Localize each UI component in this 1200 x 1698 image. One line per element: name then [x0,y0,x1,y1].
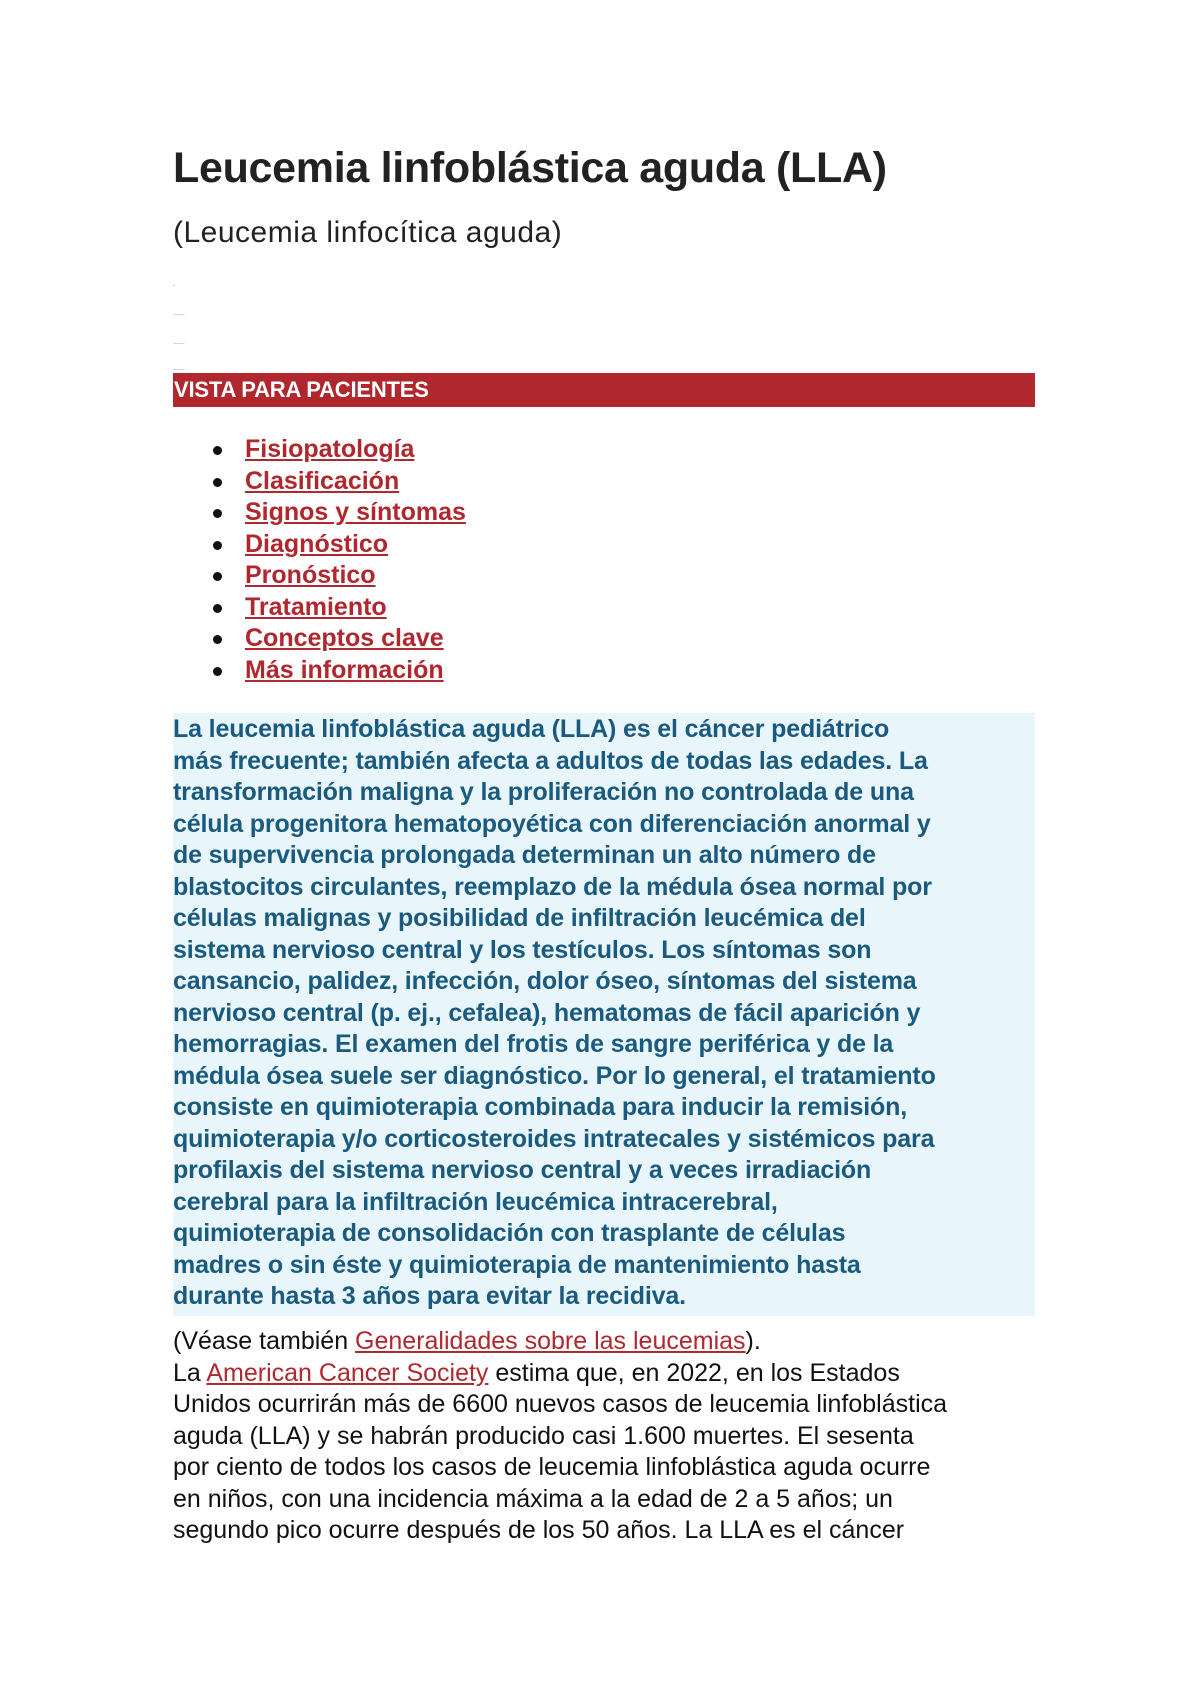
tiny-text-1: . [173,282,175,288]
paragraph-line: aguda (LLA) y se habrán producido casi 1.600 muertes. El sesenta [173,1421,914,1450]
summary-line: cansancio, palidez, infección, dolor óseo, síntomas del sistema [173,967,917,995]
toc-item [213,623,466,655]
paragraph-line: por ciento de todos los casos de leucemia linfoblástica aguda ocurre [173,1453,931,1481]
summary-line: médula ósea suele ser diagnóstico. Por lo general, el tratamiento [173,1061,936,1090]
acs-link[interactable]: American Cancer Society [206,1358,489,1387]
summary-line: nervioso central (p. ej., cefalea), hematomas de fácil aparición y [173,998,921,1027]
toc-item [213,592,466,624]
summary-line: hemorragias. El examen del frotis de sangre periférica y de la [173,1030,894,1058]
bullet-icon [213,478,222,487]
paragraph-prefix: La [173,1358,207,1387]
toc-link-diagnostico[interactable]: Diagnóstico [245,529,389,558]
bullet-icon [213,667,222,676]
summary-line: madres o sin éste y quimioterapia de mantenimiento hasta [173,1250,861,1279]
toc-link-clasificacion[interactable]: Clasificación [245,466,400,495]
toc-link-fisiopatologia[interactable]: Fisiopatología [245,435,415,463]
toc-item [213,466,466,498]
summary-line: célula progenitora hematopoyética con diferenciación anormal y [173,809,931,838]
see-also-link[interactable]: Generalidades sobre las leucemias [355,1327,746,1355]
bullet-icon [213,604,222,613]
paragraph-line1-suffix: estima que, en 2022, en los Estados [488,1358,900,1387]
summary-line: profilaxis del sistema nervioso central y a veces irradiación [173,1156,872,1184]
bullet-icon [213,572,222,581]
summary-line: transformación maligna y la proliferación no controlada de una [173,778,914,806]
toc-item [213,560,466,592]
summary-line: sistema nervioso central y los testículos. Los síntomas son [173,935,872,964]
paragraph-line [173,1358,1053,1390]
tiny-link-1[interactable]: …… [173,311,185,317]
summary-line: quimioterapia de consolidación con trasplante de células [173,1219,846,1247]
summary-line: durante hasta 3 años para evitar la recidiva. [173,1282,686,1310]
bullet-icon [213,541,222,550]
tiny-text-2: …… [173,366,185,372]
page-title: Leucemia linfoblástica aguda (LLA) [173,144,887,192]
summary-line: cerebral para la infiltración leucémica intracerebral, [173,1187,778,1216]
section-banner: VISTA PARA PACIENTES [173,373,1035,407]
bullet-icon [213,446,222,455]
toc-link-conceptos-clave[interactable]: Conceptos clave [245,624,444,652]
toc-link-mas-informacion[interactable]: Más información [245,655,444,684]
toc-link-tratamiento[interactable]: Tratamiento [245,592,387,621]
summary-box [173,713,1035,1316]
see-also-prefix: (Véase también [173,1327,356,1355]
toc-link-signos-y-sintomas[interactable]: Signos y síntomas [245,498,466,526]
summary-line: de supervivencia prolongada determinan un alto número de [173,841,876,869]
paragraph-line: Unidos ocurrirán más de 6600 nuevos casos de leucemia linfoblástica [173,1390,948,1418]
summary-line: blastocitos circulantes, reemplazo de la médula ósea normal por [173,872,932,901]
summary-line: quimioterapia y/o corticosteroides intratecales y sistémicos para [173,1124,935,1153]
bullet-icon [213,509,222,518]
summary-line: La leucemia linfoblástica aguda (LLA) es el cáncer pediátrico [173,715,890,743]
tiny-link-2[interactable]: …… [173,340,185,346]
toc-item [213,434,466,466]
page-subtitle: (Leucemia linfocítica aguda) [173,216,563,249]
toc-item [213,497,466,529]
paragraph-line: segundo pico ocurre después de los 50 años. La LLA es el cáncer [173,1516,905,1544]
summary-line: consiste en quimioterapia combinada para inducir la remisión, [173,1093,908,1121]
paragraph-line: en niños, con una incidencia máxima a la edad de 2 a 5 años; un [173,1484,893,1513]
toc-item [213,655,466,687]
body-text [173,1326,1053,1547]
summary-line: células malignas y posibilidad de infiltración leucémica del [173,904,866,932]
see-also-line [173,1326,1053,1358]
toc-link-pronostico[interactable]: Pronóstico [245,561,376,589]
summary-line: más frecuente; también afecta a adultos de todas las edades. La [173,746,928,775]
bullet-icon [213,635,222,644]
toc-item [213,529,466,561]
see-also-suffix: ). [745,1327,761,1355]
table-of-contents [213,434,466,686]
